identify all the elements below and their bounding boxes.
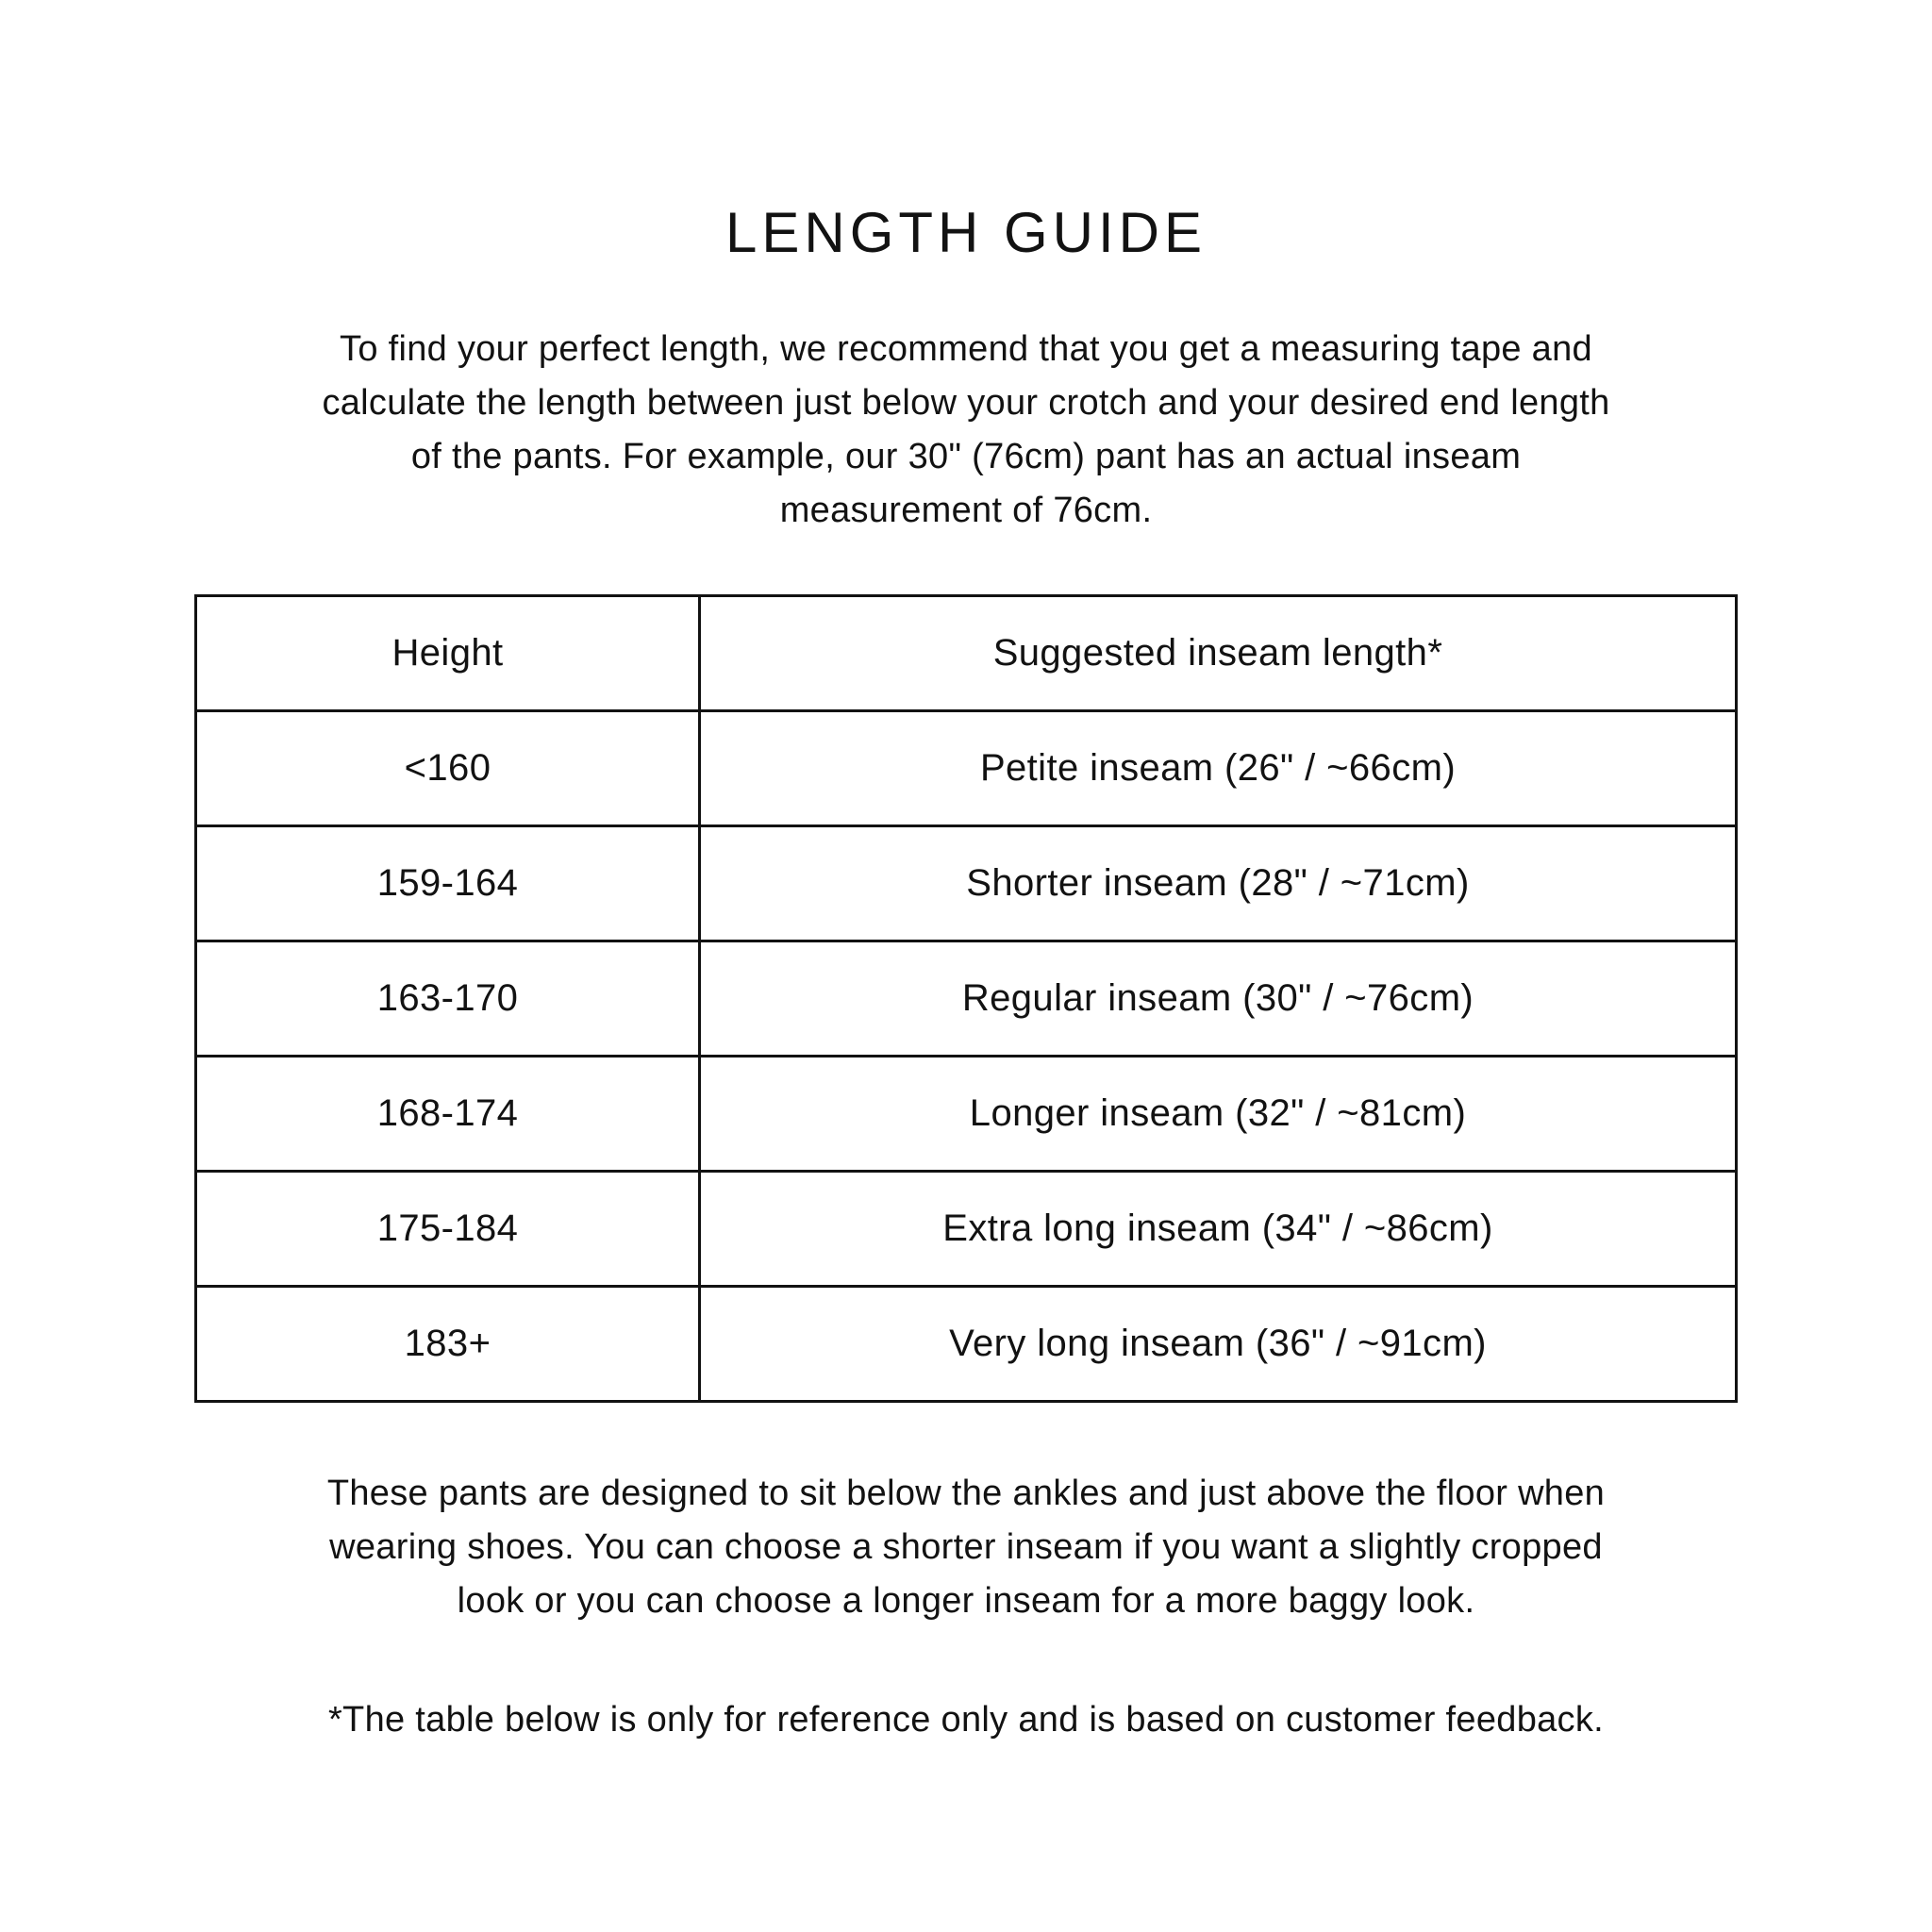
table-row xyxy=(196,1172,1737,1287)
height-cell: <160 xyxy=(196,711,700,826)
fit-note-paragraph xyxy=(0,1467,1932,1628)
height-cell: 175-184 xyxy=(196,1172,700,1287)
height-cell: 183+ xyxy=(196,1287,700,1402)
height-cell: 159-164 xyxy=(196,826,700,941)
header-suggested-inseam: Suggested inseam length* xyxy=(699,596,1736,711)
inseam-cell: Regular inseam (30" / ~76cm) xyxy=(699,941,1736,1057)
table-row xyxy=(196,1287,1737,1402)
intro-paragraph xyxy=(0,323,1932,538)
note-line: These pants are designed to sit below the ankles and just above the floor when xyxy=(326,1474,1606,1513)
header-height: Height xyxy=(196,596,700,711)
table-row xyxy=(196,711,1737,826)
intro-line: calculate the length between just below your crotch and your desired end length xyxy=(322,383,1610,423)
table-row xyxy=(196,826,1737,941)
table-row xyxy=(196,941,1737,1057)
intro-line: measurement of 76cm. xyxy=(779,491,1153,530)
height-cell: 168-174 xyxy=(196,1057,700,1172)
inseam-cell: Very long inseam (36" / ~91cm) xyxy=(699,1287,1736,1402)
table-header-row xyxy=(196,596,1737,711)
page-title: LENGTH GUIDE xyxy=(724,201,1208,264)
intro-line: of the pants. For example, our 30" (76cm) pant has an actual inseam xyxy=(410,437,1522,476)
table-row xyxy=(196,1057,1737,1172)
reference-footnote: *The table below is only for reference only and is based on customer feedback. xyxy=(327,1700,1605,1740)
intro-line: To find your perfect length, we recommend that you get a measuring tape and xyxy=(340,329,1592,369)
inseam-cell: Longer inseam (32" / ~81cm) xyxy=(699,1057,1736,1172)
height-cell: 163-170 xyxy=(196,941,700,1057)
inseam-cell: Petite inseam (26" / ~66cm) xyxy=(699,711,1736,826)
length-guide-table xyxy=(194,594,1738,1403)
note-line: wearing shoes. You can choose a shorter inseam if you want a slightly cropped xyxy=(329,1527,1603,1567)
inseam-cell: Extra long inseam (34" / ~86cm) xyxy=(699,1172,1736,1287)
inseam-cell: Shorter inseam (28" / ~71cm) xyxy=(699,826,1736,941)
note-line: look or you can choose a longer inseam for a more baggy look. xyxy=(457,1581,1475,1621)
